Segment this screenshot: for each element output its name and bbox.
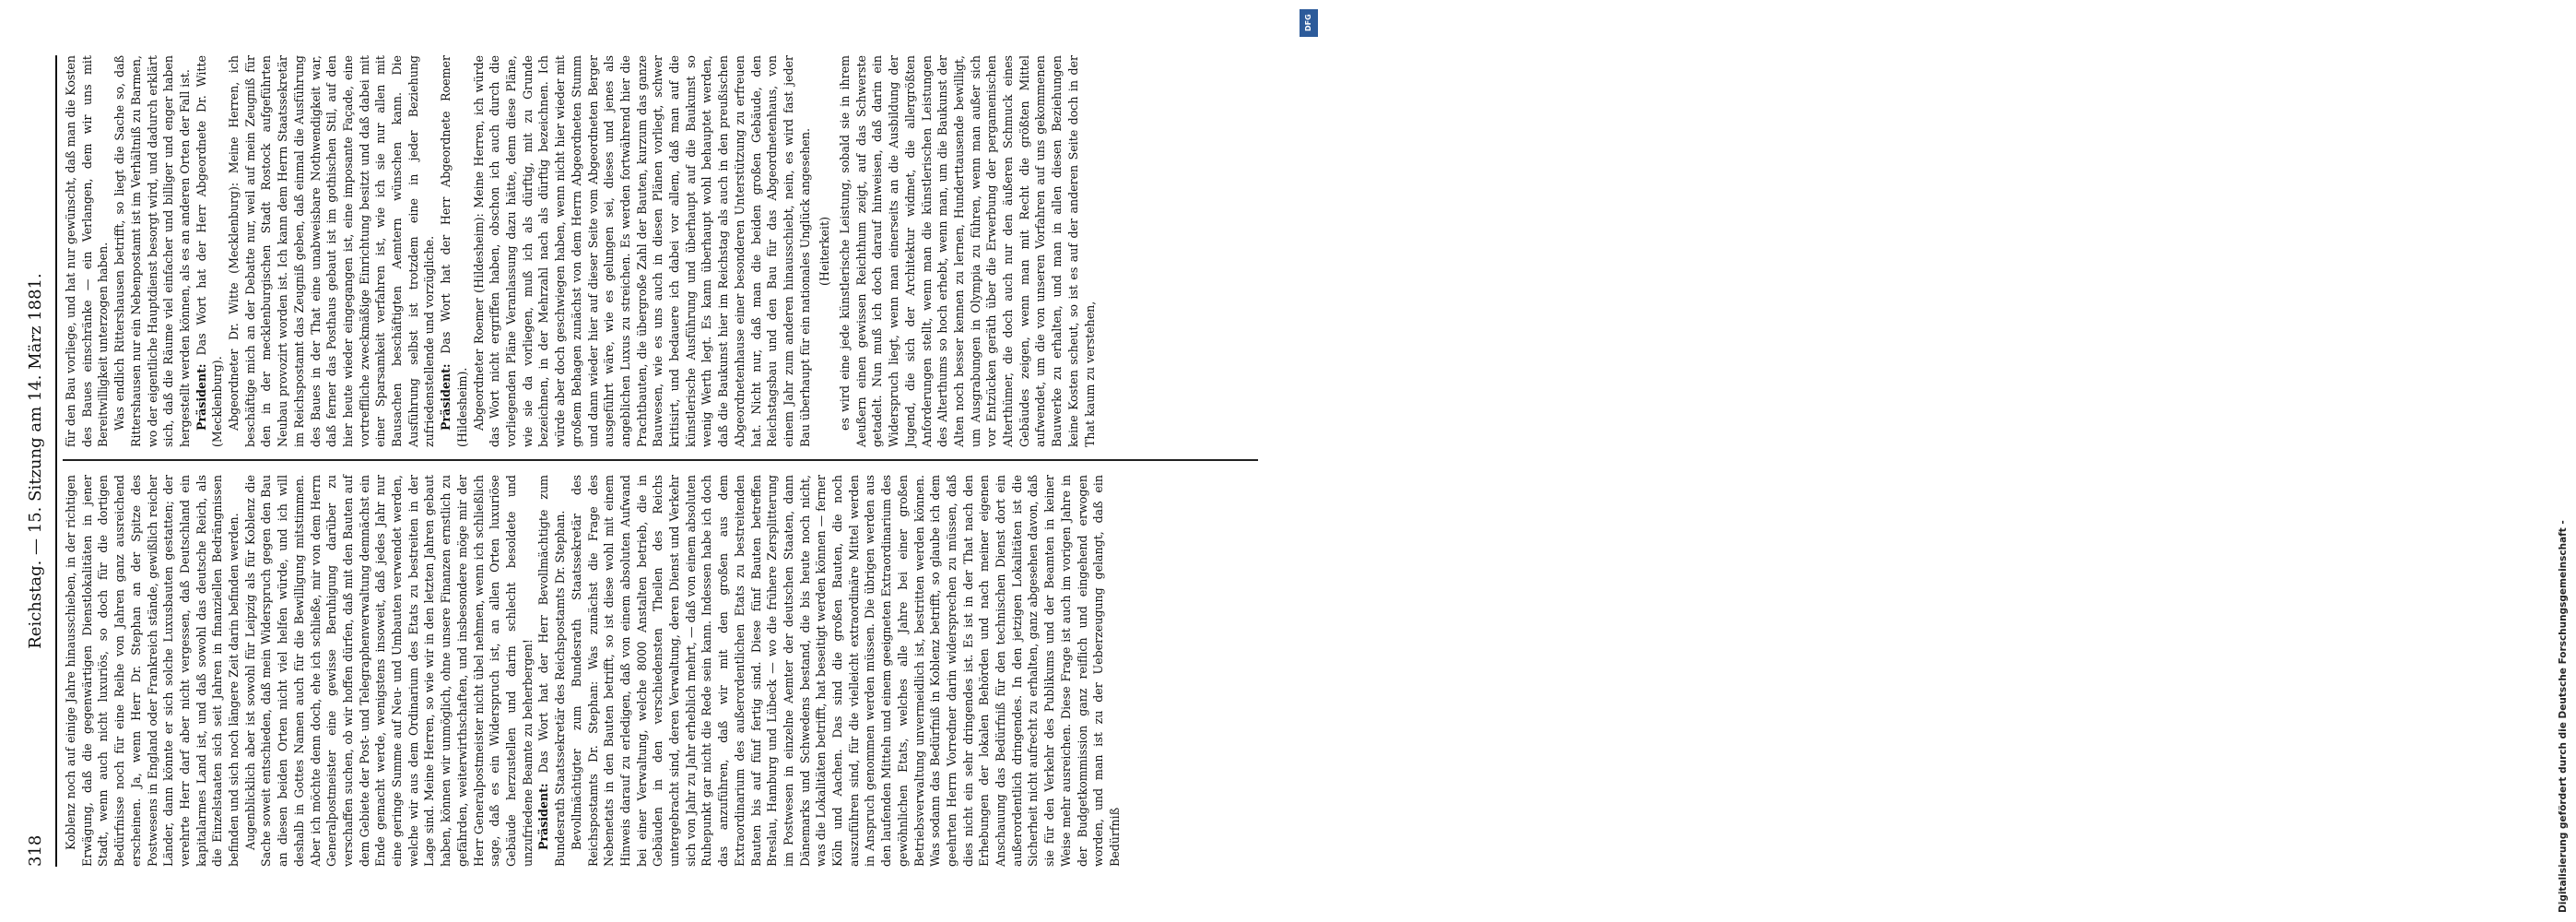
paragraph: Bevollmächtigter zum Bundesrath Staatssekretär des Reichspostamts Dr. Stephan: Was zunächst die Frage des Nebenetats in den Bauten betrifft, so ist diese wohl mit einem Hinweis darauf zu erledigen, daß von einem absoluten Aufwand bei einer Verwaltung, welche 8000 Anstalten betrieb, die in Gebäuden in den verschiedensten Theilen des Reichs untergebracht sind, deren Verwaltung, deren Dienst und Verkehr sich von Jahr zu Jahr erheblich mehrt, — daß von einem absoluten Ruhepunkt gar nicht die Rede sein kann. Indessen habe ich doch das anzuführen, daß wir mit den großen aus dem Extraordinarium des außerordentlichen Etats zu bestreitenden Bauten bis auf fünf fertig sind. Diese fünf Bauten betreffen Breslau, Hamburg und Lübeck — wo die frühere Zersplitterung im Postwesen in einzelne Aemter der deutschen Staaten, dann Dänemarks und Schwedens bestand, die bis heute noch nicht, was die Lokalitäten betrifft, hat beseitigt werden können — ferner Köln und Aachen. Das sind die großen Bauten, die noch auszuführen sind, für die vielleicht extraordinäre Mittel werden in Anspruch genommen werden müssen. Die übrigen werden aus den laufenden Mitteln und einem geeigneten Extraordinarium des gewöhnlichen Etats, welches alle Jahre bei einer großen Betriebsverwaltung unvermeidlich ist, bestritten werden können. Was sodann das Bedürfniß in Koblenz betrifft, so glaube ich dem geehrten Herrn Vorredner darin widersprechen zu müssen, daß dies nicht ein sehr dringendes ist. Es ist in der That nach den Erhebungen der lokalen Behörden und nach meiner eigenen Anschauung das Bedürfniß für den technischen Dienst dort ein außerordentlich dringendes. In den jetzigen Lokalitäten ist die Sicherheit nicht aufrecht zu erhalten, ganz abgesehen davon, daß sie für den Verkehr des Publikums und der Beamten in keiner Weise mehr ausreichen. Diese Frage ist auch im vorigen Jahre in der Budgetkommission ganz reiflich und eingehend erwogen worden, und man ist zu der Ueberzeugung gelangt, daß ein Bedürfniß (569, 475, 1122, 867)
interjection: (Heiterkeit) (817, 217, 832, 286)
page-number: 318 (26, 834, 45, 867)
document-page (0, 0, 1286, 922)
speaker-text: Das Wort hat der Herr Abgeordnete Roemer (Hildesheim). (439, 55, 469, 447)
digitization-credit: Digitalisierung gefördert durch die Deutsche Forschungsgemeinschaft - (2558, 520, 2569, 913)
running-title: Reichstag. — 15. Sitzung am 14. März 1881. (26, 273, 45, 649)
speaker-paragraph (535, 475, 568, 867)
paragraph: Was endlich Rittershausen betrifft, so liegt die Sache so, daß Rittershausen nur ein Nebenpostamt ist im Verhältniß zu Barmen, wo der eigentliche Hauptdienst besorgt wird, und dadurch erklärt sich, daß die Räume viel einfacher und billiger und enger haben hergestellt werden können, als es an anderen Orten der Fall ist. (112, 55, 192, 447)
speaker-text: Das Wort hat der Herr Bevollmächtigte zum Bundesrath Staatssekretär des Reichspostamts Dr. Stephan. (536, 475, 568, 867)
paragraph: Koblenz noch auf einige Jahre hinausschieben, in der richtigen Erwägung, daß die gegenwärtigen Dienstlokalitäten in jener Stadt, wenn auch nicht luxuriös, so doch für die dortigen Bedürfnisse noch für eine Reihe von Jahren ganz ausreichend erscheinen. Ja, wenn Herr Dr. Stephan an der Spitze des Postwesens in England oder Frankreich stände, gewißlich reicher Länder, dann könnte er sich solche Luxusbauten gestatten; der verehrte Herr darf aber nicht vergessen, daß Deutschland ein kapitalarmes Land ist, und daß sowohl das deutsche Reich, als die Einzelstaaten sich seit Jahren in finanziellen Bedrängnissen befinden und sich noch längere Zeit darin befinden werden. (64, 475, 241, 867)
speaker-label: Präsident: (194, 363, 208, 431)
text-columns (63, 55, 1258, 867)
speaker-label: Präsident: (536, 783, 551, 850)
paragraph: Abgeordneter Roemer (Hildesheim): Meine Herren, ich würde das Wort nicht ergriffen haben, obschon ich auch durch die vorliegenden Pläne Veranlassung dazu hätte, denn diese Pläne, wie sie da vorliegen, muß ich als dürftig, mit zu Grunde bezeichnen, in der Mehrzahl nach als dürftig bezeichnen. Ich würde aber doch geschwiegen haben, wenn nicht hier wieder mit großem Behagen zunächst von dem Herrn Abgeordneten Stumm und dann wieder hier auf dieser Seite vom Abgeordneten Berger ausgeführt wäre, wie es gelungen sei, dieses und jenes als angeblichen Luxus zu streichen. Es werden fortwährend hier die Prachtbauten, die übergroße Zahl der Bauten, kurzum das ganze Bauwesen, wie es uns auch in diesen Plänen vorliegt, schwer kritisirt, und bedauere ich dabei vor allem, daß man auf die künstlerische Ausführung und überhaupt auf die Baukunst so wenig Werth legt. Es kann überhaupt wohl behauptet werden, daß die Baukunst hier im Reichstag als auch in den preußischen Abgeordnetenhause einer besonderen Unterstützung zu erfreuen hat. Nicht nur, daß man die beiden großen Gebäude, den Reichstagsbau und den Bau für das Abgeordnetenhaus, von einem Jahr zum anderen hinausschiebt, nein, es wird fast jeder Bau überhaupt für ein nationales Unglück angesehen. (471, 55, 812, 447)
page-header (20, 55, 57, 867)
column-divider (63, 460, 1258, 462)
speaker-paragraph (438, 55, 470, 447)
right-column (63, 55, 1258, 447)
speaker-label: Präsident: (439, 363, 453, 431)
left-column (63, 475, 1258, 867)
paragraph: für den Bau vorliege, und hat nur gewünscht, daß man die Kosten des Baues einschränke — ein Verlangen, dem wir uns mit Bereitwilligkeit unterzogen haben. (64, 55, 111, 447)
paragraph: Abgeordneter Dr. Witte (Mecklenburg): Meine Herren, ich beschäftige mich an der Debatte nur, weil auf mein Zeugniß für den in der mecklenburgischen Stadt Rostock aufgeführten Neubau provozirt worden ist. Ich kann dem Herrn Staatssekretär im Reichspostamt das Zeugniß geben, daß einmal die Ausführung des Baues in der That eine unabweisbare Nothwendigkeit war, daß ferner das Posthaus gebaut ist im gothischen Stil, auf den hier heute wieder eingegangen ist, eine imposante Façade, eine vortreffliche zweckmäßige Einrichtung besitzt und daß dabei mit einer Sparsamkeit verfahren ist, wie ich sie nur allen mit Bausachen beschäftigten Aemtern wünschen kann. Die Ausführung selbst ist trotzdem eine in jeder Beziehung zufriedenstellende und vorzügliche. (227, 55, 437, 447)
paragraph: es wird eine jede künstlerische Leistung, sobald sie in ihrem Aeußern einen gewissen Reichthum zeigt, auf das Schwerste getadelt. Nun muß ich doch darauf hinweisen, daß darin ein Widerspruch liegt, wenn man einerseits an die Ausbildung der Jugend, die sich der Architektur widmet, die allergrößten Anforderungen stellt, wenn man die künstlerischen Leistungen des Alterthums so hoch erhebt, wenn man, um die Baukunst der Alten noch besser kennen zu lernen, Hunderttausende bewilligt, um Ausgrabungen in Olympia zu führen, wenn man außer sich vor Entzücken geräth über die Erwerbung der pergamenischen Alterthümer, die doch auch nur den äußeren Schmuck eines Gebäudes zeigen, wenn man mit Recht die größten Mittel aufwendet, um die von unseren Vorfahren auf uns gekommenen Bauwerke zu erhalten, und man in allen diesen Beziehungen keine Kosten scheut, so ist es auf der anderen Seite doch in der That kaum zu verstehen, (838, 55, 1097, 447)
speaker-paragraph (194, 55, 226, 447)
speaker-text: Das Wort hat der Herr Abgeordnete Dr. Witte (Mecklenburg). (194, 55, 225, 447)
paragraph: Augenblicklich aber ist sowohl für Leipzig als für Koblenz die Sache soweit entschieden, daß mein Widerspruch gegen den Bau an diesen beiden Orten nicht viel helfen würde, und ich will deshalb in Gottes Namen auch für die Bewilligung mitstimmen. Aber ich möchte denn doch, ehe ich schließe, mir von dem Herrn Generalpostmeister eine gewisse Beruhigung darüber zu verschaffen suchen, ob wir hoffen dürfen, daß mit den Bauten auf dem Gebiete der Post- und Telegraphenverwaltung demnächst ein Ende gemacht werde, wenigstens insoweit, daß jedes Jahr nur eine geringe Summe auf Neu- und Umbauten verwendet werden, welche wir aus dem Ordinarium des Etats zu bestreiten in der Lage sind. Meine Herren, so wie wir in den letzten Jahren gebaut haben, können wir unmöglich, ohne unsere Finanzen ernstlich zu gefährden, weiterwirthschaften, und insbesondere möge mir der Herr Generalpostmeister nicht übel nehmen, wenn ich schließlich sage, daß es ein Widerspruch ist, an allen Orten luxuriöse Gebäude herzustellen und darin schlecht besoldete und unzufriedene Beamte zu beherbergen! (242, 475, 535, 867)
dfg-logo: DFG (1300, 9, 1318, 37)
